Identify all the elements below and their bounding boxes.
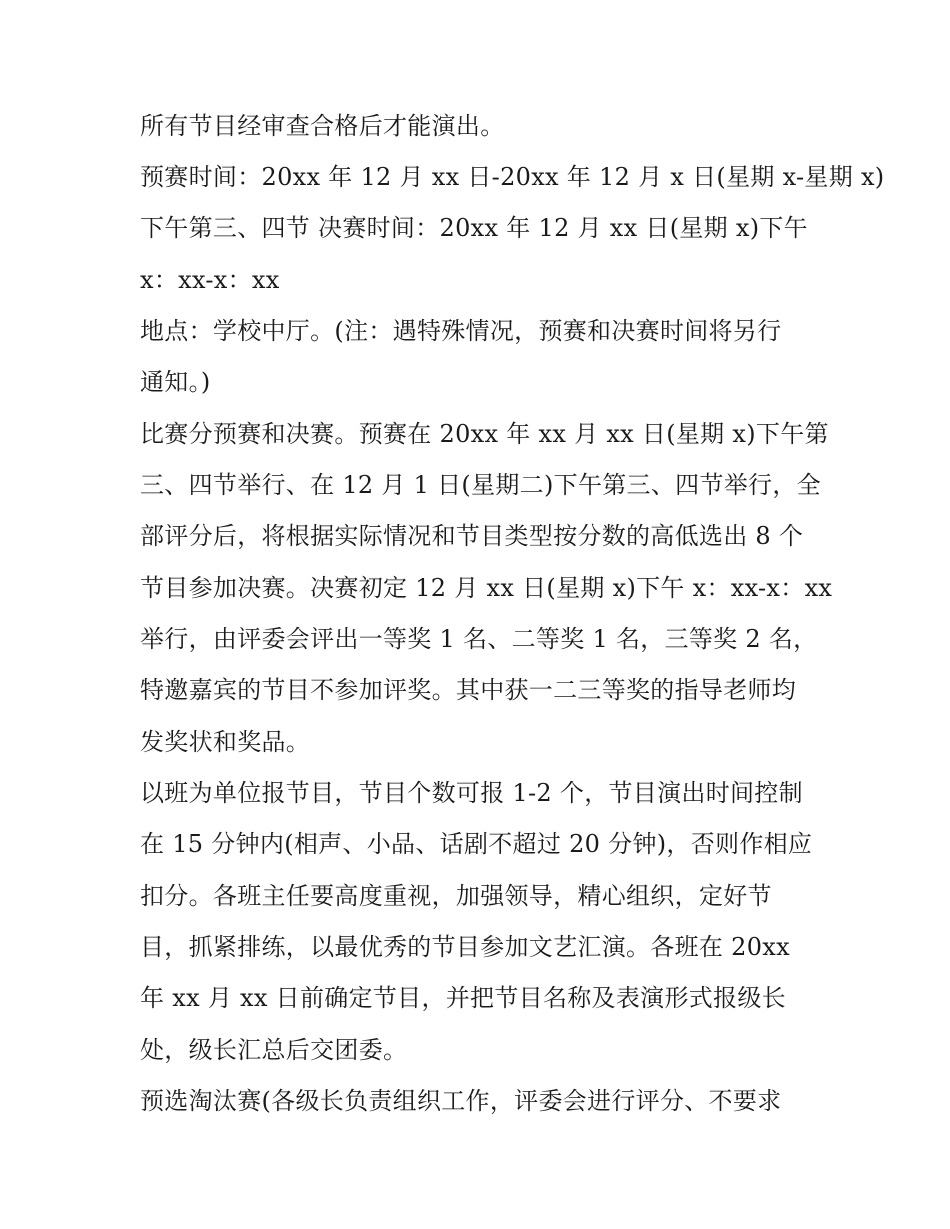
text-line: 三、四节举行、在 12 月 1 日(星期二)下午第三、四节举行，全 — [140, 471, 821, 499]
text-line: 发奖状和奖品。 — [140, 728, 311, 756]
text-line: 特邀嘉宾的节目不参加评奖。其中获一二三等奖的指导老师均 — [140, 676, 797, 704]
text-line: 举行，由评委会评出一等奖 1 名、二等奖 1 名，三等奖 2 名， — [140, 625, 818, 653]
text-line: 年 xx 月 xx 日前确定节目，并把节目名称及表演形式报级长 — [140, 984, 786, 1012]
text-line: 所有节目经审查合格后才能演出。 — [140, 112, 505, 140]
text-line: 部评分后，将根据实际情况和节目类型按分数的高低选出 8 个 — [140, 522, 804, 550]
text-line: 在 15 分钟内(相声、小品、话剧不超过 20 分钟)，否则作相应 — [140, 830, 813, 858]
text-line: 地点：学校中厅。(注：遇特殊情况，预赛和决赛时间将另行 — [140, 317, 782, 345]
text-line: 预选淘汰赛(各级长负责组织工作，评委会进行评分、不要求 — [140, 1087, 782, 1115]
text-line: 节目参加决赛。决赛初定 12 月 xx 日(星期 x)下午 x：xx-x：xx — [140, 574, 833, 602]
text-line: 处，级长汇总后交团委。 — [140, 1036, 408, 1064]
text-line: x：xx-x：xx — [140, 266, 280, 294]
text-line: 下午第三、四节 决赛时间：20xx 年 12 月 xx 日(星期 x)下午 — [140, 214, 808, 242]
text-line: 扣分。各班主任要高度重视，加强领导，精心组织，定好节 — [140, 882, 772, 910]
text-line: 比赛分预赛和决赛。预赛在 20xx 年 xx 月 xx 日(星期 x)下午第 — [140, 420, 829, 448]
text-line: 通知。) — [140, 368, 211, 396]
text-line: 目，抓紧排练，以最优秀的节目参加文艺汇演。各班在 20xx — [140, 933, 790, 961]
text-line: 预赛时间：20xx 年 12 月 xx 日-20xx 年 12 月 x 日(星期 x-星期 x) — [140, 163, 885, 191]
text-line: 以班为单位报节目，节目个数可报 1-2 个，节目演出时间控制 — [140, 779, 803, 807]
